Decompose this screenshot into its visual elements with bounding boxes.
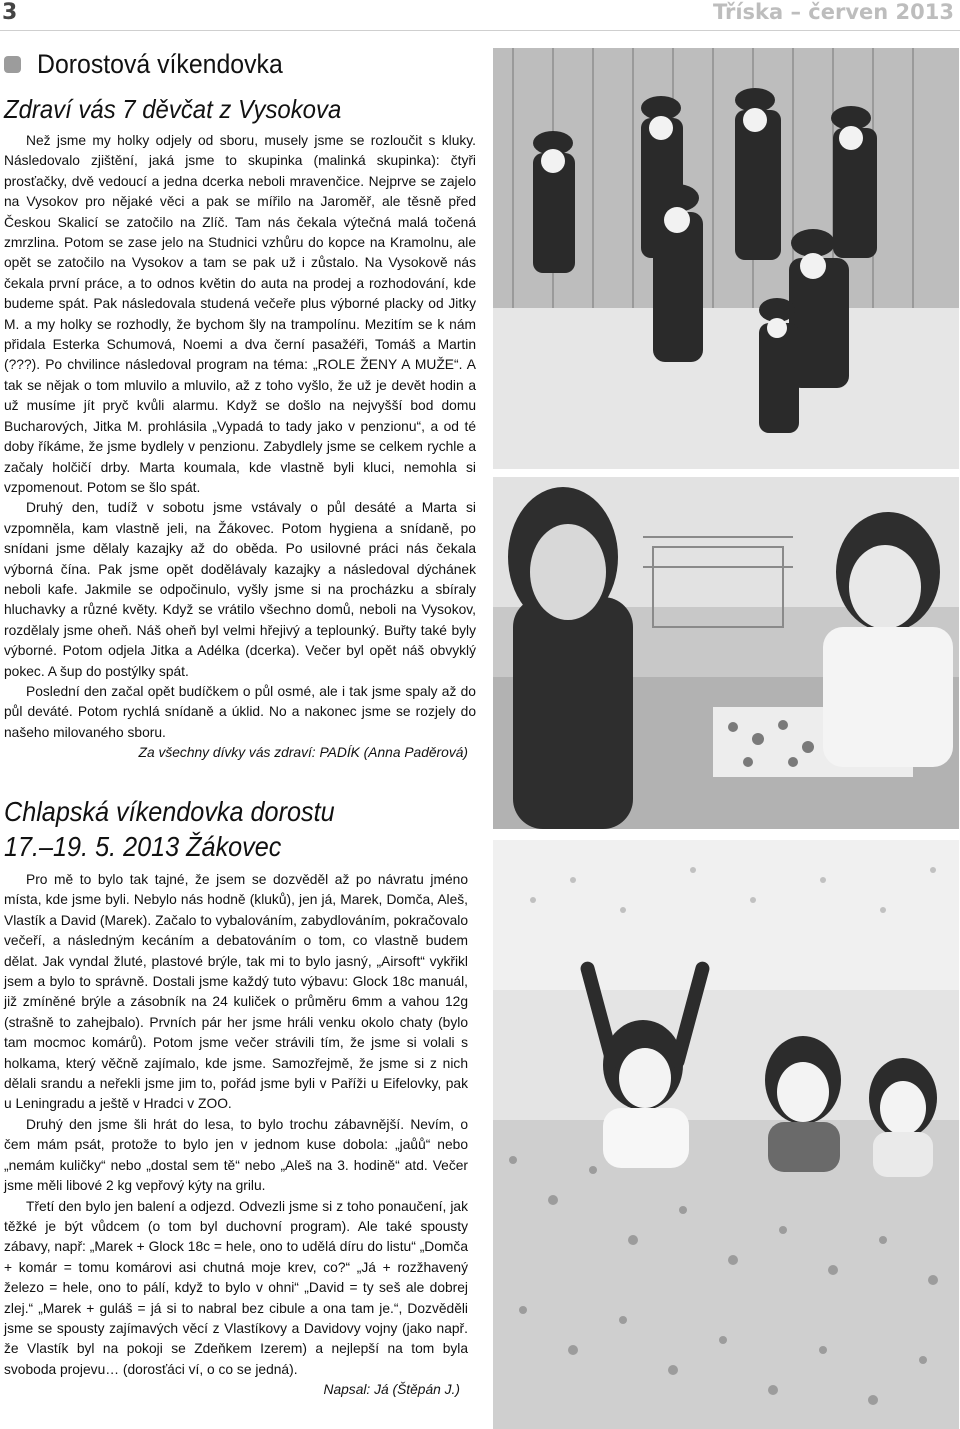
- article2-headline-line2: 17.–19. 5. 2013 Žákovec: [4, 831, 282, 862]
- issue-label: Tříska – červen 2013: [712, 0, 954, 24]
- group-photo-hardhats-icon: [493, 48, 959, 469]
- article1-paragraph: Poslední den začal opět budíčkem o půl osmé, ale i tak jsme spaly až do půl deváté. Potom rychlá snídaně a úklid. No a nakonec jsme se rozjely do našeho milovaného sboru.: [4, 683, 476, 740]
- photo-girls-workshop: [493, 477, 959, 829]
- article1-headline: Zdraví vás 7 děvčat z Vysokova: [4, 94, 342, 124]
- article2-body: [4, 870, 468, 1401]
- article1-paragraph: Než jsme my holky odjely od sboru, musely jsme se rozloučit s kluky. Následovalo zjištění, jaká jsme to skupinka (malinká skupinka): čtyři prosťačky, dvě vedoucí a jedna dcerka neboli mravenčice. Nejprve se zajelo na Vysokov pro nějaké věci a pak se mířilo na Jaroměř, ale těsně před Českou Skalicí se zatočilo na Zlíč. Tam nás čekala výtečná malá točená zmrzlina. Potom se zase jelo na Studnici vzhůru do kopce na Kramolnu, ale opět se zatočilo na Vysokov a tam se pak už i zůstalo. Na Vysokově nás čekala první práce, a to odnos květin do auta na prodej a rozhodování, kde budeme spát. Pak následovala studená večeře plus výborné placky od Jitky M. a my holky se rozhodly, že bychom šly na trampolínu. Mezitím se k nám přidala Esterka Schumová, Noemi a dva černí pasažéři, Tomáš a Martin (???). Po chvilince následoval program na téma: „ROLE ŽENY A MUŽE“. A tak se nějak o tom mluvilo a mluvilo, až z toho vyšlo, že už je devět hodin a už musíme jít pryč kvůli alarmu. Když se došlo na nejvyšší bod domu Bucharových, Jitka M. prohlásila „Vypadá to tady jako v penzionu“, a od té doby říkáme, že jsme bydlely v penzionu. Zabydlely jsme se celkem rychle a začaly holčičí drby. Marta koumala, kde vlastně byli kluci, nemohla si vzpomenout. Potom se šlo spát.: [4, 133, 476, 495]
- header-divider: [0, 30, 960, 31]
- article2-signature: Napsal: Já (Štěpán J.): [323, 1382, 460, 1398]
- section-bullet-icon: [4, 56, 21, 73]
- article2-headline-line1: Chlapská víkendovka dorostu: [4, 796, 335, 827]
- article2-paragraph: Pro mě to bylo tak tajné, že jsem se dozvěděl až po návratu jméno místa, kde jsme byli. Nebylo nás hodně (kluků), jen já, Marek, Domča, Aleš, Vlastík a David (Marek). Začalo to vybalováním, zabydlováním, pokračovalo večeří, a následným kecáním a debatováním o tom, co vlastně budem dělat. Jak vyndal žluté, plastové brýle, tak mi to bylo jasný, „Airsoft“ vykřikl jsem a bylo to správně. Dostali jsme každý tuto výbavu: Glock 18c manuál, již zmíněné brýle a zásobník na 24 kuliček o průměru 6mm a vahou 12g (strašně to zahejbalo). Prvních pár her jsme hráli venku okolo chaty (bylo tam mocmoc komárů). Potom jsme večer strávili tím, že jsme si volali s holkama, který věčně zajímalo, kde jsme. Samozřejmě, že jsme si z nich dělali srandu a neřekli jsme jim to, pořád jsme byli v Paříži u Eifelovky, pak u Leningradu a ještě v Hradci v ZOO.: [4, 872, 468, 1112]
- group-photo-field-icon: [493, 840, 959, 1429]
- article1-signature: Za všechny dívky vás zdraví: PADÍK (Anna Paděrová): [138, 745, 468, 761]
- page-header: [0, 0, 960, 34]
- article2-paragraph: Druhý den jsme šli hrát do lesa, to bylo trochu zábavnější. Nevím, o čem mám psát, protože to bylo jen v jednom kuse dobola: „jaůů“ nebo „nemám kuličky“ nebo „dostal sem tě“ nebo „Aleš na 3. hodině“ atd. Večer jsme měli libové 2 kg vepřový kýty na grilu.: [4, 1116, 468, 1194]
- section-title: Dorostová víkendovka: [37, 49, 283, 79]
- group-photo-workshop-icon: [493, 477, 959, 829]
- article2-headline: [4, 794, 335, 864]
- page-number: 3: [2, 0, 18, 25]
- photo-girls-field: [493, 840, 959, 1429]
- article1-body: [4, 131, 476, 764]
- article2-paragraph: Třetí den bylo jen balení a odjezd. Odvezli jsme si z toho ponaučení, jak těžké je být vůdcem (o tom byl duchovní program). Ale také spousty zábavy, např: „Marek + Glock 18c = hele, ono to udělá díru do listu“ „Domča + komár = tomu komárovi asi chutná moje krev, co?“ „Já + rozžhavený železo = hele, ono to pálí, když to bylo v ohni“ „David = ty seš ale dobrej zlej.“ „Marek + guláš = já si to nabral bez cibule a ona tam je.“, Dozvěděli jsme se spousty zajímavých věcí z Vlastíkovy a Davidovy vojny (jako např. že Vlastík byl na pokoji se Zdeňkem Izerem) a nejlepší na tom byla svoboda projevu… (dorosťáci ví, o co se jedná).: [4, 1198, 468, 1377]
- article1-paragraph: Druhý den, tudíž v sobotu jsme vstávaly o půl desáté a Marta si vzpomněla, kam vlastně jeli, na Žákovec. Potom hygiena a snídaně, po snídani jsme dělaly kazajky až do oběda. Po usilovné práci nás čekala výborná čína. Pak jsme opět dodělávaly kazajky a následoval dýchánek neboli kafe. Jakmile se odpočinulo, vyšly jsme si na procházku a sbíraly hluchavky a různé květy. Když se vrátilo všechno domů, neboli na Vysokov, rozdělaly jsme oheň. Náš oheň byl velmi hřejivý a teplounký. Buřty také byly výborné. Potom odjela Jitka a Adélka (dcerka). Večer byl opět náš obvyklý pokec. A šup do postýlky spát.: [4, 500, 476, 679]
- photo-girls-hardhats: [493, 48, 959, 469]
